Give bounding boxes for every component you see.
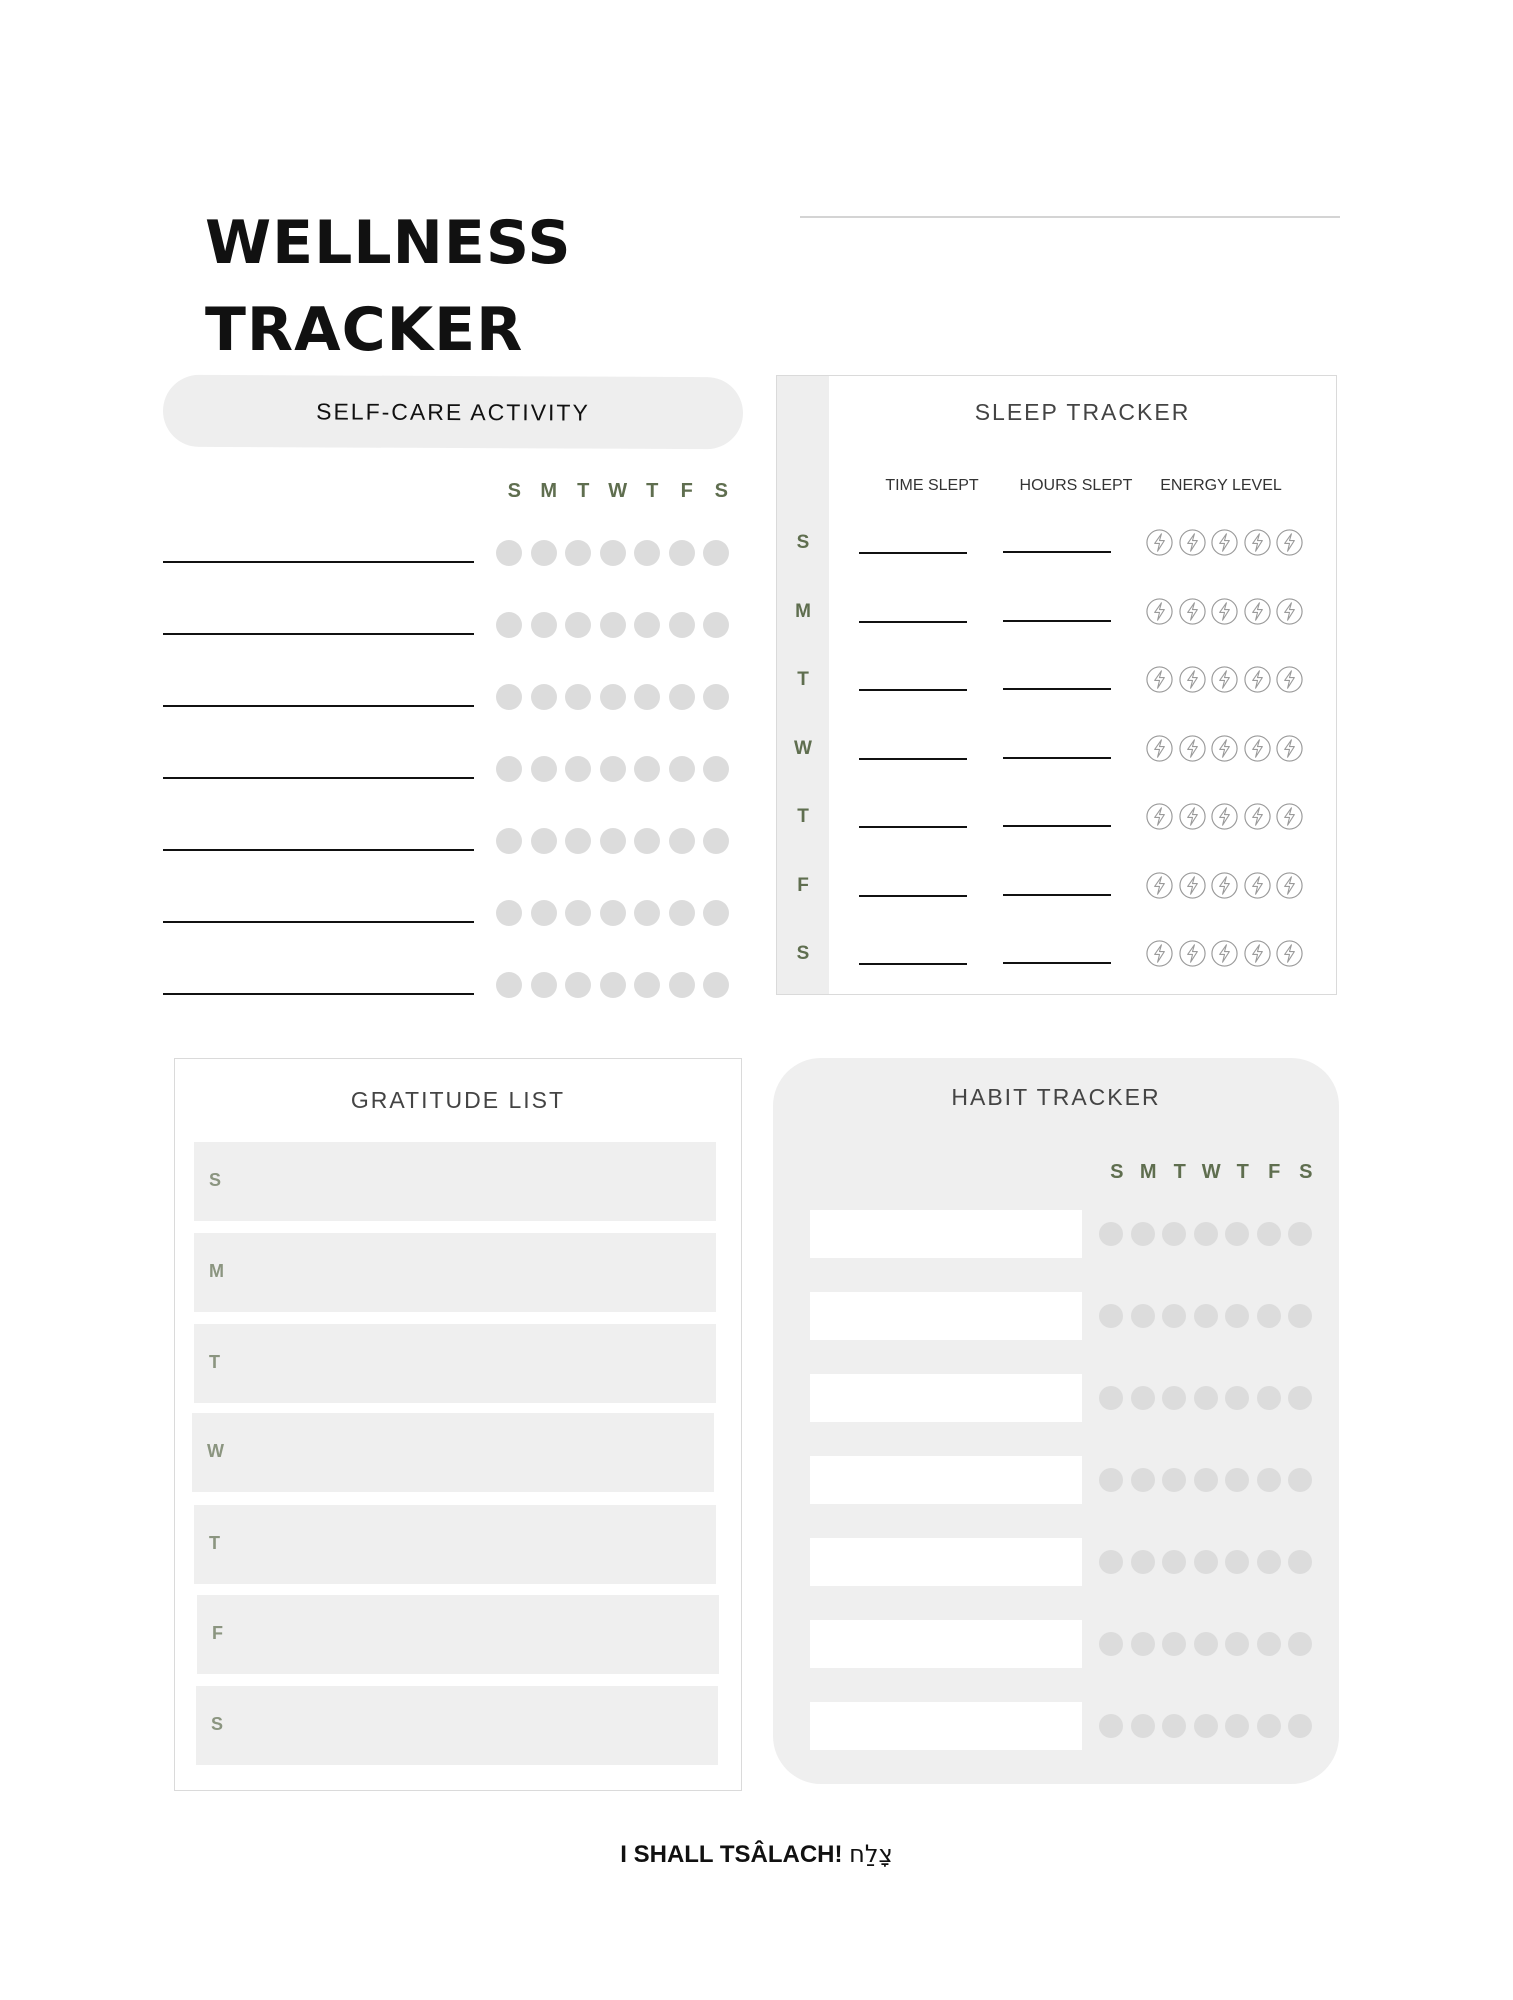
gratitude-entry[interactable]: [196, 1686, 718, 1765]
lightning-bolt-icon[interactable]: [1178, 665, 1207, 694]
day-label: T: [1236, 1161, 1249, 1183]
lightning-bolt-icon[interactable]: [1178, 597, 1207, 626]
lightning-bolt-icon[interactable]: [1243, 802, 1272, 831]
sleep-row: [777, 871, 1336, 939]
day-check-dot[interactable]: [1162, 1632, 1186, 1656]
day-check-dot[interactable]: [531, 900, 557, 926]
habit-name-field[interactable]: [810, 1374, 1082, 1422]
day-check-dot[interactable]: [531, 756, 557, 782]
lightning-bolt-icon[interactable]: [1178, 734, 1207, 763]
activity-write-line[interactable]: [163, 633, 474, 635]
day-check-dot[interactable]: [1131, 1550, 1155, 1574]
day-checkboxes: [1099, 1304, 1312, 1328]
day-checkboxes: [496, 972, 729, 998]
day-check-dot[interactable]: [669, 684, 695, 710]
name-write-line[interactable]: [800, 216, 1340, 218]
day-check-dot[interactable]: [634, 684, 660, 710]
day-label: T: [1173, 1161, 1186, 1183]
day-check-dot[interactable]: [703, 828, 729, 854]
day-label: S: [1299, 1161, 1313, 1183]
lightning-bolt-icon[interactable]: [1275, 528, 1304, 557]
energy-rating: [1145, 871, 1304, 900]
day-check-dot[interactable]: [1257, 1468, 1281, 1492]
gratitude-entry[interactable]: [194, 1142, 716, 1221]
day-check-dot[interactable]: [531, 540, 557, 566]
day-checkboxes: [496, 756, 729, 782]
day-check-dot[interactable]: [634, 612, 660, 638]
day-check-dot[interactable]: [565, 972, 591, 998]
day-check-dot[interactable]: [703, 972, 729, 998]
activity-write-line[interactable]: [163, 561, 474, 563]
day-checkboxes: [496, 612, 729, 638]
day-check-dot[interactable]: [669, 828, 695, 854]
day-check-dot[interactable]: [1162, 1714, 1186, 1738]
time-slept-header: TIME SLEPT: [885, 477, 979, 494]
day-label: W: [1201, 1161, 1221, 1183]
day-check-dot[interactable]: [1162, 1222, 1186, 1246]
day-label: F: [680, 480, 693, 502]
day-check-dot[interactable]: [1225, 1550, 1249, 1574]
lightning-bolt-icon[interactable]: [1210, 871, 1239, 900]
lightning-bolt-icon[interactable]: [1243, 665, 1272, 694]
lightning-bolt-icon[interactable]: [1210, 597, 1239, 626]
day-check-dot[interactable]: [1257, 1304, 1281, 1328]
sleep-day-label: S: [796, 532, 810, 553]
gratitude-day-label: S: [211, 1714, 224, 1734]
self-care-row: [163, 894, 743, 966]
footer-hebrew: צָלַח: [849, 1840, 893, 1868]
day-check-dot[interactable]: [669, 540, 695, 566]
habit-row: [810, 1620, 1330, 1668]
day-check-dot[interactable]: [1194, 1468, 1218, 1492]
day-check-dot[interactable]: [600, 900, 626, 926]
sleep-row: [777, 597, 1336, 665]
gratitude-day-label: F: [212, 1623, 223, 1643]
day-check-dot[interactable]: [1288, 1714, 1312, 1738]
day-check-dot[interactable]: [1194, 1714, 1218, 1738]
habit-name-field[interactable]: [810, 1702, 1082, 1750]
day-check-dot[interactable]: [600, 612, 626, 638]
day-check-dot[interactable]: [531, 684, 557, 710]
gratitude-list-panel: [174, 1058, 742, 1791]
lightning-bolt-icon[interactable]: [1210, 939, 1239, 968]
habit-name-field[interactable]: [810, 1292, 1082, 1340]
sleep-row: [777, 528, 1336, 596]
habit-row: [810, 1292, 1330, 1340]
day-label: F: [1268, 1161, 1281, 1183]
day-check-dot[interactable]: [496, 972, 522, 998]
day-check-dot[interactable]: [1099, 1714, 1123, 1738]
hours-slept-line[interactable]: [1003, 757, 1111, 759]
gratitude-day-label: T: [209, 1352, 220, 1372]
day-check-dot[interactable]: [1162, 1386, 1186, 1410]
self-care-row: [163, 822, 743, 894]
time-slept-line[interactable]: [859, 621, 967, 623]
hours-slept-line[interactable]: [1003, 688, 1111, 690]
habit-name-field[interactable]: [810, 1538, 1082, 1586]
day-check-dot[interactable]: [1225, 1304, 1249, 1328]
day-check-dot[interactable]: [1194, 1222, 1218, 1246]
day-check-dot[interactable]: [565, 828, 591, 854]
day-checkboxes: [1099, 1550, 1312, 1574]
gratitude-day-label: W: [207, 1441, 224, 1461]
day-check-dot[interactable]: [1162, 1304, 1186, 1328]
day-check-dot[interactable]: [703, 684, 729, 710]
time-slept-line[interactable]: [859, 895, 967, 897]
habit-row: [810, 1456, 1330, 1504]
day-checkboxes: [496, 900, 729, 926]
day-check-dot[interactable]: [669, 756, 695, 782]
habit-day-header: [1101, 1161, 1322, 1184]
lightning-bolt-icon[interactable]: [1145, 939, 1174, 968]
day-check-dot[interactable]: [1131, 1714, 1155, 1738]
day-check-dot[interactable]: [565, 756, 591, 782]
gratitude-day-label: M: [209, 1261, 224, 1281]
day-check-dot[interactable]: [1194, 1550, 1218, 1574]
energy-rating: [1145, 597, 1304, 626]
day-check-dot[interactable]: [496, 612, 522, 638]
day-check-dot[interactable]: [1225, 1386, 1249, 1410]
day-check-dot[interactable]: [600, 756, 626, 782]
sleep-day-label: S: [796, 943, 810, 964]
sleep-day-label: T: [797, 669, 809, 690]
day-check-dot[interactable]: [703, 900, 729, 926]
day-check-dot[interactable]: [1257, 1714, 1281, 1738]
day-check-dot[interactable]: [634, 540, 660, 566]
day-check-dot[interactable]: [496, 540, 522, 566]
sleep-row: [777, 734, 1336, 802]
day-checkboxes: [496, 828, 729, 854]
energy-rating: [1145, 528, 1304, 557]
day-label: T: [577, 480, 590, 502]
day-check-dot[interactable]: [565, 540, 591, 566]
self-care-row: [163, 966, 743, 1038]
day-check-dot[interactable]: [703, 612, 729, 638]
day-check-dot[interactable]: [496, 900, 522, 926]
day-checkboxes: [1099, 1632, 1312, 1656]
lightning-bolt-icon[interactable]: [1275, 802, 1304, 831]
energy-rating: [1145, 665, 1304, 694]
gratitude-entry[interactable]: [192, 1413, 714, 1492]
day-check-dot[interactable]: [634, 972, 660, 998]
lightning-bolt-icon[interactable]: [1145, 597, 1174, 626]
day-check-dot[interactable]: [565, 612, 591, 638]
energy-rating: [1145, 802, 1304, 831]
sleep-tracker-panel: [776, 375, 1337, 995]
lightning-bolt-icon[interactable]: [1145, 734, 1174, 763]
self-care-day-header: [497, 480, 739, 503]
energy-level-header: ENERGY LEVEL: [1160, 477, 1282, 494]
time-slept-line[interactable]: [859, 758, 967, 760]
gratitude-entry[interactable]: [194, 1233, 716, 1312]
lightning-bolt-icon[interactable]: [1275, 871, 1304, 900]
day-check-dot[interactable]: [565, 900, 591, 926]
day-label: S: [714, 480, 728, 502]
time-slept-line[interactable]: [859, 826, 967, 828]
day-check-dot[interactable]: [634, 828, 660, 854]
day-label: M: [1139, 1161, 1157, 1183]
day-check-dot[interactable]: [1288, 1386, 1312, 1410]
self-care-list: [163, 534, 743, 1038]
day-check-dot[interactable]: [634, 900, 660, 926]
day-check-dot[interactable]: [1099, 1304, 1123, 1328]
gratitude-day-label: S: [209, 1170, 222, 1190]
day-check-dot[interactable]: [1162, 1468, 1186, 1492]
day-check-dot[interactable]: [600, 540, 626, 566]
day-label: T: [646, 480, 659, 502]
day-check-dot[interactable]: [1131, 1468, 1155, 1492]
lightning-bolt-icon[interactable]: [1275, 665, 1304, 694]
sleep-tracker-heading: SLEEP TRACKER: [974, 399, 1191, 425]
day-check-dot[interactable]: [600, 972, 626, 998]
activity-write-line[interactable]: [163, 849, 474, 851]
activity-write-line[interactable]: [163, 993, 474, 995]
day-check-dot[interactable]: [1288, 1632, 1312, 1656]
habit-row: [810, 1210, 1330, 1258]
gratitude-list-heading: GRATITUDE LIST: [350, 1087, 566, 1113]
day-check-dot[interactable]: [1131, 1386, 1155, 1410]
lightning-bolt-icon[interactable]: [1243, 939, 1272, 968]
day-check-dot[interactable]: [1099, 1386, 1123, 1410]
day-check-dot[interactable]: [1099, 1222, 1123, 1246]
self-care-row: [163, 606, 743, 678]
self-care-heading: SELF-CARE ACTIVITY: [163, 375, 743, 450]
day-check-dot[interactable]: [703, 540, 729, 566]
sleep-row: [777, 802, 1336, 870]
day-check-dot[interactable]: [1131, 1632, 1155, 1656]
hours-slept-line[interactable]: [1003, 551, 1111, 553]
day-check-dot[interactable]: [1225, 1632, 1249, 1656]
lightning-bolt-icon[interactable]: [1210, 528, 1239, 557]
lightning-bolt-icon[interactable]: [1145, 802, 1174, 831]
habit-row: [810, 1702, 1330, 1750]
lightning-bolt-icon[interactable]: [1275, 597, 1304, 626]
hours-slept-line[interactable]: [1003, 620, 1111, 622]
habit-name-field[interactable]: [810, 1620, 1082, 1668]
day-check-dot[interactable]: [1099, 1550, 1123, 1574]
sleep-row: [777, 939, 1336, 1007]
self-care-row: [163, 750, 743, 822]
habit-name-field[interactable]: [810, 1210, 1082, 1258]
time-slept-line[interactable]: [859, 963, 967, 965]
footer-motto: [0, 1840, 1513, 1869]
habit-row: [810, 1538, 1330, 1586]
day-check-dot[interactable]: [496, 756, 522, 782]
day-check-dot[interactable]: [1194, 1304, 1218, 1328]
day-check-dot[interactable]: [1225, 1222, 1249, 1246]
day-check-dot[interactable]: [1288, 1550, 1312, 1574]
lightning-bolt-icon[interactable]: [1243, 871, 1272, 900]
day-check-dot[interactable]: [600, 684, 626, 710]
day-check-dot[interactable]: [1131, 1222, 1155, 1246]
title-line-2: TRACKER: [205, 295, 524, 365]
day-check-dot[interactable]: [669, 900, 695, 926]
day-check-dot[interactable]: [531, 972, 557, 998]
habit-tracker-heading: HABIT TRACKER: [951, 1084, 1161, 1110]
day-check-dot[interactable]: [634, 756, 660, 782]
sleep-day-label: W: [794, 737, 812, 759]
sleep-day-label: T: [797, 806, 809, 827]
activity-write-line[interactable]: [163, 777, 474, 779]
day-check-dot[interactable]: [669, 612, 695, 638]
sleep-day-label: F: [797, 874, 809, 896]
activity-write-line[interactable]: [163, 921, 474, 923]
activity-write-line[interactable]: [163, 705, 474, 707]
lightning-bolt-icon[interactable]: [1243, 734, 1272, 763]
sleep-day-label: M: [795, 600, 811, 622]
day-check-dot[interactable]: [669, 972, 695, 998]
day-label: S: [1110, 1161, 1124, 1183]
day-check-dot[interactable]: [1162, 1550, 1186, 1574]
lightning-bolt-icon[interactable]: [1275, 734, 1304, 763]
day-check-dot[interactable]: [496, 828, 522, 854]
lightning-bolt-icon[interactable]: [1145, 871, 1174, 900]
habit-name-field[interactable]: [810, 1456, 1082, 1504]
lightning-bolt-icon[interactable]: [1178, 528, 1207, 557]
page-title: [205, 200, 572, 374]
day-label: W: [608, 480, 628, 502]
day-check-dot[interactable]: [1225, 1714, 1249, 1738]
day-check-dot[interactable]: [1194, 1632, 1218, 1656]
lightning-bolt-icon[interactable]: [1243, 528, 1272, 557]
time-slept-line[interactable]: [859, 552, 967, 554]
day-check-dot[interactable]: [1288, 1304, 1312, 1328]
gratitude-entry[interactable]: [194, 1505, 716, 1584]
day-check-dot[interactable]: [1257, 1550, 1281, 1574]
sleep-row: [777, 665, 1336, 733]
day-checkboxes: [1099, 1714, 1312, 1738]
lightning-bolt-icon[interactable]: [1178, 939, 1207, 968]
day-checkboxes: [496, 684, 729, 710]
day-check-dot[interactable]: [1225, 1468, 1249, 1492]
day-checkboxes: [496, 540, 729, 566]
self-care-row: [163, 534, 743, 606]
day-checkboxes: [1099, 1468, 1312, 1492]
lightning-bolt-icon[interactable]: [1145, 665, 1174, 694]
energy-rating: [1145, 939, 1304, 968]
day-check-dot[interactable]: [1288, 1468, 1312, 1492]
day-checkboxes: [1099, 1386, 1312, 1410]
hours-slept-line[interactable]: [1003, 962, 1111, 964]
day-checkboxes: [1099, 1222, 1312, 1246]
lightning-bolt-icon[interactable]: [1243, 597, 1272, 626]
self-care-row: [163, 678, 743, 750]
time-slept-line[interactable]: [859, 689, 967, 691]
day-check-dot[interactable]: [703, 756, 729, 782]
day-label: S: [507, 480, 521, 502]
hours-slept-line[interactable]: [1003, 825, 1111, 827]
day-check-dot[interactable]: [565, 684, 591, 710]
hours-slept-header: HOURS SLEPT: [1019, 477, 1133, 494]
lightning-bolt-icon[interactable]: [1275, 939, 1304, 968]
day-check-dot[interactable]: [496, 684, 522, 710]
day-label: M: [540, 480, 558, 502]
habit-row: [810, 1374, 1330, 1422]
day-check-dot[interactable]: [531, 612, 557, 638]
day-check-dot[interactable]: [1257, 1632, 1281, 1656]
lightning-bolt-icon[interactable]: [1210, 665, 1239, 694]
lightning-bolt-icon[interactable]: [1210, 802, 1239, 831]
energy-rating: [1145, 734, 1304, 763]
lightning-bolt-icon[interactable]: [1210, 734, 1239, 763]
day-check-dot[interactable]: [1099, 1468, 1123, 1492]
footer-text: I SHALL TSÂLACH!: [620, 1841, 843, 1868]
day-check-dot[interactable]: [1257, 1222, 1281, 1246]
day-check-dot[interactable]: [1194, 1386, 1218, 1410]
day-check-dot[interactable]: [1257, 1386, 1281, 1410]
gratitude-entry[interactable]: [194, 1324, 716, 1403]
lightning-bolt-icon[interactable]: [1178, 871, 1207, 900]
day-check-dot[interactable]: [1131, 1304, 1155, 1328]
day-check-dot[interactable]: [531, 828, 557, 854]
lightning-bolt-icon[interactable]: [1145, 528, 1174, 557]
lightning-bolt-icon[interactable]: [1178, 802, 1207, 831]
day-check-dot[interactable]: [600, 828, 626, 854]
day-check-dot[interactable]: [1099, 1632, 1123, 1656]
gratitude-entry[interactable]: [197, 1595, 719, 1674]
hours-slept-line[interactable]: [1003, 894, 1111, 896]
day-check-dot[interactable]: [1288, 1222, 1312, 1246]
gratitude-day-label: T: [209, 1533, 220, 1553]
title-line-1: WELLNESS: [205, 208, 572, 278]
